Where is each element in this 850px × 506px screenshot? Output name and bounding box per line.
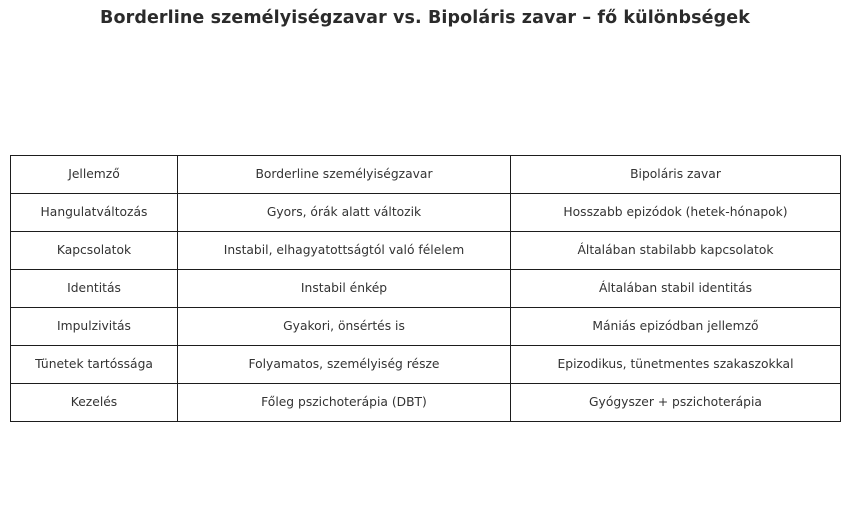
cell-borderline: Főleg pszichoterápia (DBT): [178, 384, 511, 422]
cell-borderline: Instabil, elhagyatottságtól való félelem: [178, 232, 511, 270]
cell-bipolar: Epizodikus, tünetmentes szakaszokkal: [511, 346, 841, 384]
cell-bipolar: Általában stabilabb kapcsolatok: [511, 232, 841, 270]
cell-bipolar: Általában stabil identitás: [511, 270, 841, 308]
cell-borderline: Folyamatos, személyiség része: [178, 346, 511, 384]
comparison-table: [10, 155, 841, 422]
cell-bipolar: Gyógyszer + pszichoterápia: [511, 384, 841, 422]
cell-feature: Tünetek tartóssága: [11, 346, 178, 384]
cell-feature: Kapcsolatok: [11, 232, 178, 270]
cell-feature: Kezelés: [11, 384, 178, 422]
cell-borderline: Gyakori, önsértés is: [178, 308, 511, 346]
cell-feature: Identitás: [11, 270, 178, 308]
table-row: [11, 308, 841, 346]
table-row: [11, 232, 841, 270]
column-header-bipolar: Bipoláris zavar: [511, 156, 841, 194]
table-body: [11, 194, 841, 422]
cell-feature: Impulzivitás: [11, 308, 178, 346]
column-header-borderline: Borderline személyiségzavar: [178, 156, 511, 194]
page-title: Borderline személyiségzavar vs. Bipoláris zavar – fő különbségek: [100, 8, 750, 28]
table-row: [11, 384, 841, 422]
cell-bipolar: Hosszabb epizódok (hetek-hónapok): [511, 194, 841, 232]
cell-feature: Hangulatváltozás: [11, 194, 178, 232]
comparison-table-container: [10, 155, 840, 422]
table-header: [11, 156, 841, 194]
table-row: [11, 346, 841, 384]
table-row: [11, 270, 841, 308]
cell-bipolar: Mániás epizódban jellemző: [511, 308, 841, 346]
table-row: [11, 194, 841, 232]
cell-borderline: Instabil énkép: [178, 270, 511, 308]
cell-borderline: Gyors, órák alatt változik: [178, 194, 511, 232]
column-header-feature: Jellemző: [11, 156, 178, 194]
table-header-row: [11, 156, 841, 194]
